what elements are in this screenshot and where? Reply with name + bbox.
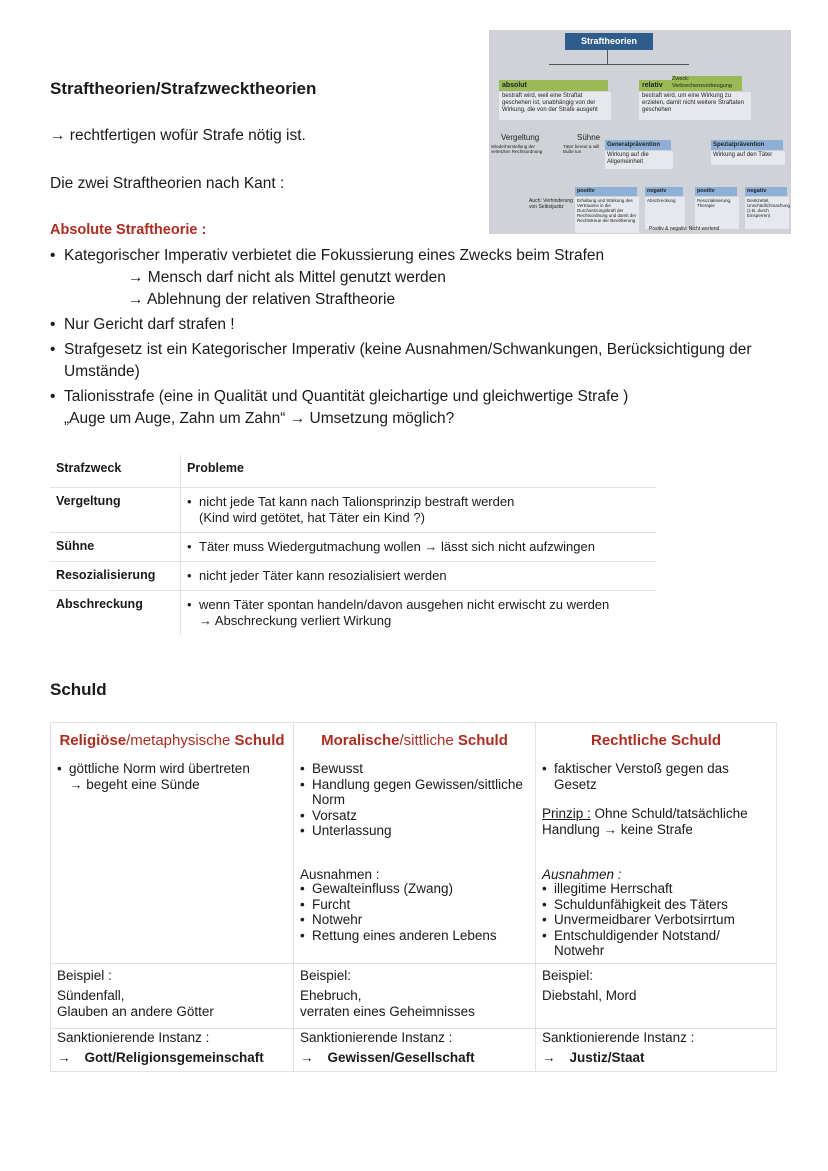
table-cell-key: Abschreckung [50, 591, 181, 636]
schuld-title: Schuld [50, 680, 107, 699]
list-subitem: → Mensch darf nicht als Mittel genutzt werden [128, 269, 446, 286]
table-cell-key: Sühne [50, 533, 181, 562]
photo-relativ-text: bestraft wird, um eine Wirkung zu erzielen, damit nicht weitere Straftaten geschehen [639, 92, 751, 120]
photo-relativ-box: relativ [639, 80, 672, 91]
list-item: • Nur Gericht darf strafen ! [50, 314, 790, 336]
prinzip-text: Prinzip : Ohne Schuld/tatsächliche Handlung → keine Strafe [542, 806, 748, 837]
ausnahmen-label: Ausnahmen : [300, 867, 380, 882]
beispiel-label: Beispiel: [300, 968, 352, 983]
table-row [50, 591, 656, 636]
table-row [50, 562, 656, 591]
beispiel-text: Ehebruch, verraten eines Geheimnisses [300, 988, 475, 1019]
instanz-label: Sanktionierende Instanz : [542, 1030, 695, 1045]
intro-line: → rechtfertigen wofür Strafe nötig ist. [50, 127, 306, 144]
table-cell: • nicht jeder Täter kann resozialisiert werden [181, 562, 657, 591]
column-heading: Moralische/sittliche Schuld [321, 732, 508, 749]
list-item: • Talionisstrafe (eine in Qualität und Quantität gleichartige und gleichwertige Strafe ) [50, 386, 790, 408]
ausnahmen-list: • Gewalteinfluss (Zwang) • Furcht • Notwehr • Rettung eines anderen Lebens [300, 881, 529, 943]
list-subitem: „Auge um Auge, Zahn um Zahn“ → Umsetzung möglich? [64, 410, 455, 427]
column-heading: Religiöse/metaphysische Schuld [59, 732, 285, 749]
table-header: Strafzweck [50, 455, 181, 488]
photo-neg1-text: Abschreckung [645, 197, 685, 229]
absolute-heading: Absolute Straftheorie : [50, 222, 207, 238]
table-cell: • Täter muss Wiedergutmachung wollen → lässt sich nicht aufzwingen [181, 533, 657, 562]
beispiel-text: Sündenfall, Glauben an andere Götter [57, 988, 214, 1019]
column-religioese [51, 723, 293, 1071]
ausnahmen-label: Ausnahmen : [542, 867, 622, 882]
column-rechtliche [535, 723, 776, 1071]
photo-zweck-box: Zweck: Verbrechensvorbeugung [672, 76, 742, 91]
ausnahmen-list: • illegitime Herrschaft • Schuldunfähigkeit des Täters • Unvermeidbarer Verbotsirrtum • Entschuldigender Notstand/ Notwehr [542, 881, 770, 959]
photo-connector [607, 50, 608, 64]
photo-spezial-box: Spezialprävention [711, 140, 783, 150]
instanz-value: → Gott/Religionsgemeinschaft [57, 1050, 264, 1065]
photo-suehne: Sühne [577, 133, 601, 142]
photo-absolut-box: absolut [499, 80, 608, 91]
table-row [50, 533, 656, 562]
column-list: • Bewusst • Handlung gegen Gewissen/sittliche Norm • Vorsatz • Unterlassung [300, 761, 529, 839]
photo-pos1-text: Erhaltung und Stärkung des Vertrauens in die Durchsetzungskraft der Rechtsordnung und damit der Rechtstreue der Bevölkerung [575, 197, 639, 233]
photo-pos2-text: Resozialisierung, Therapie [695, 197, 739, 229]
instanz-label: Sanktionierende Instanz : [300, 1030, 453, 1045]
photo-foot: Positiv & negativ: Nicht wertend [649, 226, 720, 232]
table-row [50, 488, 656, 533]
instanz-value: → Justiz/Staat [542, 1050, 645, 1065]
photo-neg2-text: Denkzettel, Unschädlichmachung (z.B. durch Einsperren) [745, 197, 789, 229]
table-header-row [50, 455, 656, 488]
diagram-photo [489, 30, 791, 234]
kant-line: Die zwei Straftheorien nach Kant : [50, 175, 285, 192]
photo-neg1: negativ [645, 187, 683, 196]
table-header: Probleme [181, 455, 657, 488]
photo-absolut-text: bestraft wird, weil eine Straftat geschehen ist, unabhängig von der Wirkung, die von der Strafe ausgeht [499, 92, 611, 120]
list-subitem: → Ablehnung der relativen Straftheorie [128, 291, 396, 308]
photo-vergeltung-text: Wiederherstellung der verletzten Rechtsordnung [491, 144, 543, 154]
list-item: • Strafgesetz ist ein Kategorischer Imperativ (keine Ausnahmen/Schwankungen, Berücksichtigung der Umstände) [50, 339, 790, 383]
photo-spezial-text: Wirkung auf den Täter [711, 151, 785, 165]
photo-pos2: positiv [695, 187, 737, 196]
photo-top-box: Straftheorien [565, 33, 653, 50]
column-list: • faktischer Verstoß gegen das Gesetz [542, 761, 770, 792]
photo-general-text: Wirkung auf die Allgemeinheit [605, 151, 673, 169]
list-item: • Kategorischer Imperativ verbietet die Fokussierung eines Zwecks beim Strafen [50, 245, 790, 267]
table-cell: • wenn Täter spontan handeln/davon ausgehen nicht erwischt zu werden → Abschreckung verliert Wirkung [181, 591, 657, 636]
column-list: • göttliche Norm wird übertreten → begeht eine Sünde [57, 761, 287, 792]
photo-connector [549, 64, 689, 65]
photo-neg2: negativ [745, 187, 787, 196]
beispiel-label: Beispiel : [57, 968, 112, 983]
table-cell-key: Vergeltung [50, 488, 181, 533]
photo-suehne-text: Täter bereut & will Buße tun [563, 144, 600, 154]
photo-pos1: positiv [575, 187, 637, 196]
photo-vergeltung: Vergeltung [501, 133, 540, 142]
beispiel-text: Diebstahl, Mord [542, 988, 637, 1003]
instanz-value: → Gewissen/Gesellschaft [300, 1050, 475, 1065]
photo-auch: Auch: Verhinderung von Selbstjustiz [529, 198, 573, 210]
beispiel-label: Beispiel: [542, 968, 594, 983]
table-cell: • nicht jede Tat kann nach Talionsprinzip bestraft werden (Kind wird getötet, hat Täter ein Kind ?) [181, 488, 657, 533]
absolute-list [50, 245, 790, 430]
photo-general-box: Generalprävention [605, 140, 671, 150]
column-moralische [293, 723, 535, 1071]
strafzweck-table [50, 455, 656, 635]
page-title: Straftheorien/Strafzwecktheorien [50, 79, 317, 98]
column-heading: Rechtliche Schuld [590, 732, 722, 749]
schuld-table [50, 722, 777, 1072]
instanz-label: Sanktionierende Instanz : [57, 1030, 210, 1045]
table-cell-key: Resozialisierung [50, 562, 181, 591]
